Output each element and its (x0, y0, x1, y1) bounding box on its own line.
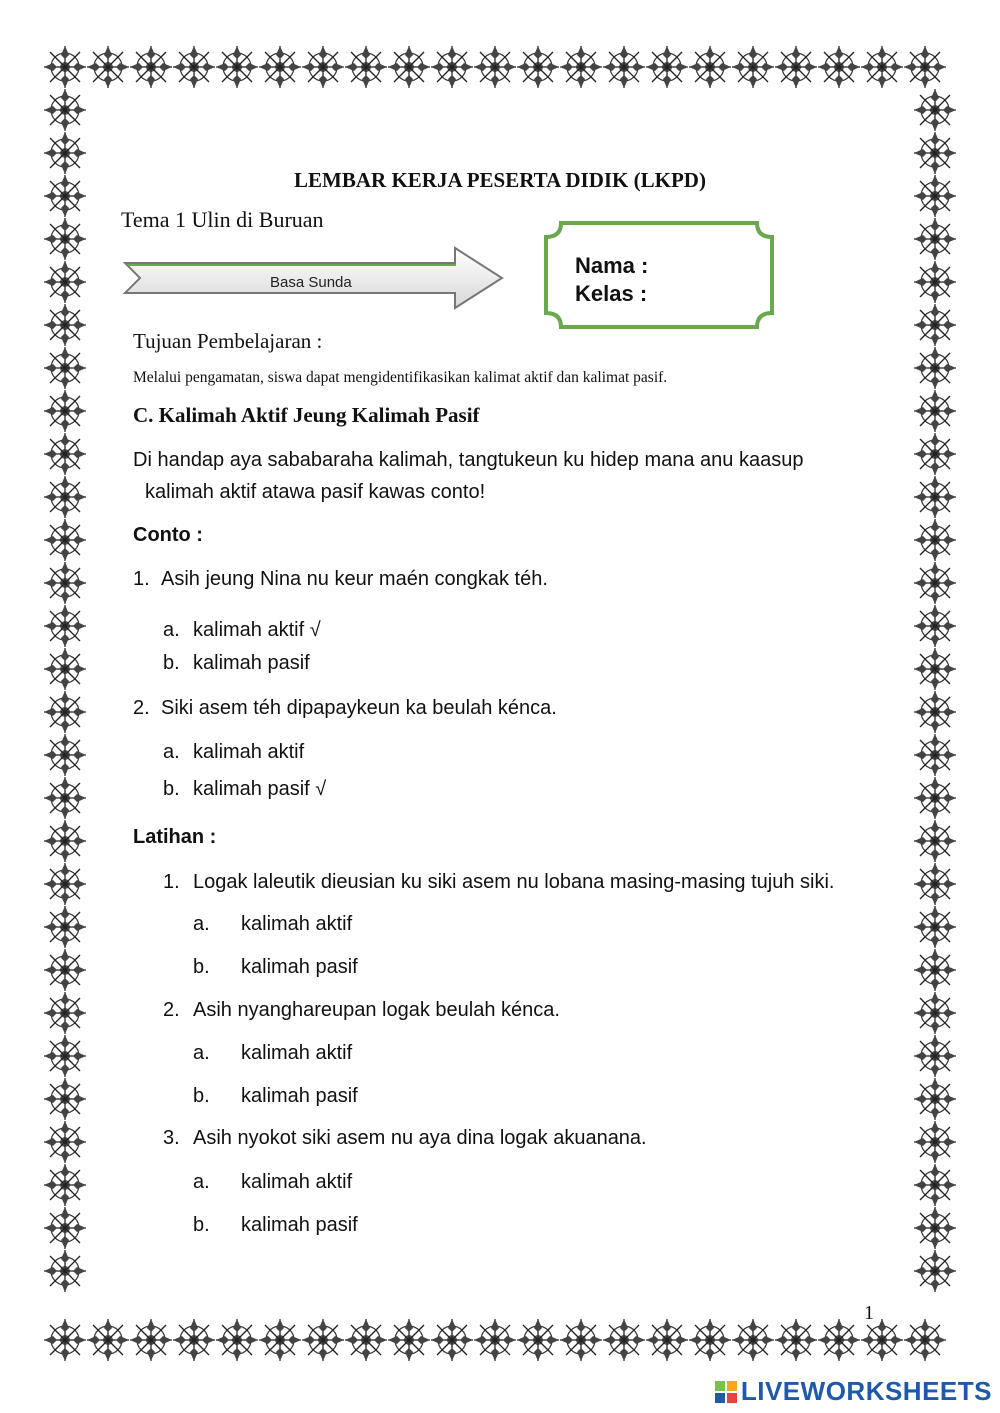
answer-option-aktif[interactable]: kalimah aktif (241, 1171, 353, 1193)
option-letter: b. (163, 778, 180, 800)
instruction-line-1: Di handap aya sababaraha kalimah, tangtukeun ku hidep mana anu kaasup (133, 449, 804, 471)
option-text: kalimah pasif √ (193, 778, 327, 800)
page-title: LEMBAR KERJA PESERTA DIDIK (LKPD) (294, 168, 706, 192)
answer-option-pasif[interactable]: kalimah pasif (241, 1214, 358, 1236)
objective-heading: Tujuan Pembelajaran : (133, 329, 323, 353)
exercise-number: 3. (163, 1127, 180, 1149)
example-sentence: Siki asem téh dipapaykeun ka beulah kénca. (161, 697, 557, 719)
exercise-sentence: Logak laleutik dieusian ku siki asem nu lobana masing-masing tujuh siki. (193, 871, 835, 893)
exercise-sentence: Asih nyokot siki asem nu aya dina logak akuanana. (193, 1127, 647, 1149)
brand-icon (715, 1381, 737, 1403)
option-letter: a. (193, 913, 210, 935)
instruction-line-2: kalimah aktif atawa pasif kawas conto! (145, 481, 486, 503)
name-field-label: Nama : (575, 253, 649, 278)
option-letter: b. (163, 652, 180, 674)
subject-label: Basa Sunda (270, 274, 352, 291)
exercise-label: Latihan : (133, 826, 217, 848)
answer-option-pasif[interactable]: kalimah pasif (241, 956, 358, 978)
option-letter: b. (193, 1214, 210, 1236)
brand-text: LIVEWORKSHEETS (740, 1376, 992, 1406)
liveworksheets-logo (715, 1376, 992, 1407)
objective-text: Melalui pengamatan, siswa dapat mengidentifikasikan kalimat aktif dan kalimat pasif. (133, 369, 668, 386)
theme-label: Tema 1 Ulin di Buruan (121, 207, 324, 232)
option-letter: a. (163, 741, 180, 763)
example-sentence: Asih jeung Nina nu keur maén congkak téh. (161, 568, 548, 590)
option-letter: a. (193, 1042, 210, 1064)
answer-option-aktif[interactable]: kalimah aktif (241, 1042, 353, 1064)
option-letter: b. (193, 1085, 210, 1107)
option-letter: a. (163, 619, 180, 641)
section-title: C. Kalimah Aktif Jeung Kalimah Pasif (133, 403, 480, 427)
option-letter: a. (193, 1171, 210, 1193)
examples-label: Conto : (133, 524, 203, 546)
option-text: kalimah aktif (193, 741, 305, 763)
option-text: kalimah aktif √ (193, 619, 321, 641)
page-number: 1 (864, 1302, 874, 1324)
option-text: kalimah pasif (193, 652, 310, 674)
exercise-sentence: Asih nyanghareupan logak beulah kénca. (193, 999, 560, 1021)
example-number: 2. (133, 697, 150, 719)
exercise-number: 2. (163, 999, 180, 1021)
class-field-label: Kelas : (575, 281, 648, 306)
option-letter: b. (193, 956, 210, 978)
answer-option-pasif[interactable]: kalimah pasif (241, 1085, 358, 1107)
exercise-number: 1. (163, 871, 180, 893)
example-number: 1. (133, 568, 150, 590)
answer-option-aktif[interactable]: kalimah aktif (241, 913, 353, 935)
